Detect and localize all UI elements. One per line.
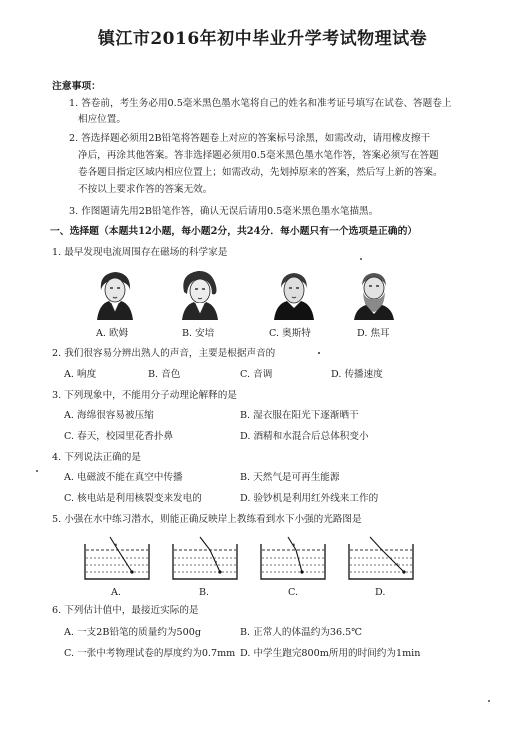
oersted-portrait-image xyxy=(272,268,316,320)
option-a: A. 一支2B铅笔的质量约为500g xyxy=(64,627,201,638)
notice-line: 相应位置。 xyxy=(78,114,126,125)
option-b: B. 音色 xyxy=(148,369,181,380)
option-c: C. 奥斯特 xyxy=(269,328,311,339)
diagram-label-d: D. xyxy=(375,587,386,598)
scan-speck xyxy=(318,352,320,354)
diagram-label-b: B. xyxy=(199,587,210,598)
question-stem: 2. 我们很容易分辨出熟人的声音，主要是根据声音的 xyxy=(52,348,276,359)
notice-line: 净后，再涂其他答案。答非选择题必须用0.5毫米黑色墨水笔作答，答案必须写在答题 xyxy=(78,150,439,161)
ohm-portrait-image xyxy=(93,268,137,320)
diagram-label-a: A. xyxy=(111,587,121,598)
exam-title: 镇江市2016年初中毕业升学考试物理试卷 xyxy=(97,29,428,49)
option-c: C. 一张中考物理试卷的厚度约为0.7mm xyxy=(64,648,236,659)
question-stem: 5. 小强在水中练习潜水，则能正确反映岸上教练看到水下小强的光路图是 xyxy=(52,514,362,525)
option-a: A. 响度 xyxy=(64,369,97,380)
notice-line: 不按以上要求作答的答案无效。 xyxy=(78,184,213,195)
scan-speck xyxy=(488,700,490,702)
section-heading: 一、选择题（本题共12小题，每小题2分，共24分．每小题只有一个选项是正确的） xyxy=(50,226,418,237)
option-d: D. 验钞机是利用红外线来工作的 xyxy=(240,493,379,504)
scan-speck xyxy=(360,258,362,260)
light-path-diagram-a xyxy=(82,536,152,582)
option-a: A. 电磁波不能在真空中传播 xyxy=(64,472,183,483)
notice-line: 3. 作图题请先用2B铅笔作答，确认无误后请用0.5毫米黑色墨水笔描黑。 xyxy=(69,206,379,217)
light-path-diagram-b xyxy=(170,536,240,582)
question-stem: 6. 下列估计值中，最接近实际的是 xyxy=(52,605,199,616)
diagram-label-c: C. xyxy=(288,587,299,598)
option-d: D. 焦耳 xyxy=(357,328,390,339)
ampere-portrait-image xyxy=(178,268,222,320)
option-b: B. 湿衣服在阳光下逐渐晒干 xyxy=(240,410,359,421)
joule-portrait-image xyxy=(352,268,396,320)
option-b: B. 天然气是可再生能源 xyxy=(240,472,340,483)
light-path-diagram-c xyxy=(258,536,328,582)
question-stem: 1. 最早发现电流周围存在磁场的科学家是 xyxy=(52,247,228,258)
option-c: C. 音调 xyxy=(240,369,273,380)
option-d: D. 传播速度 xyxy=(331,369,383,380)
question-stem: 4. 下列说法正确的是 xyxy=(52,452,141,463)
notice-line: 卷各题目指定区域内相应位置上；如需改动，先划掉原来的答案，然后写上新的答案。 xyxy=(78,167,443,178)
option-d: D. 酒精和水混合后总体积变小 xyxy=(240,431,369,442)
question-stem: 3. 下列现象中，不能用分子动理论解释的是 xyxy=(52,390,237,401)
notice-line: 2. 答选择题必须用2B铅笔将答题卷上对应的答案标号涂黑，如需改动，请用橡皮擦干 xyxy=(69,133,431,144)
option-d: D. 中学生跑完800m所用的时间约为1min xyxy=(240,648,421,659)
option-c: C. 核电站是利用核裂变来发电的 xyxy=(64,493,202,504)
option-c: C. 春天，校园里花香扑鼻 xyxy=(64,431,174,442)
light-path-diagram-d xyxy=(346,536,416,582)
notice-line: 1. 答卷前，考生务必用0.5毫米黑色墨水笔将自己的姓名和准考证号填写在试卷、答题卷上 xyxy=(69,98,452,109)
option-b: B. 安培 xyxy=(182,328,215,339)
option-a: A. 海绵很容易被压缩 xyxy=(64,410,154,421)
scan-speck xyxy=(36,470,38,472)
option-b: B. 正常人的体温约为36.5℃ xyxy=(240,627,362,638)
notice-heading: 注意事项： xyxy=(52,81,101,92)
option-a: A. 欧姆 xyxy=(96,328,129,339)
